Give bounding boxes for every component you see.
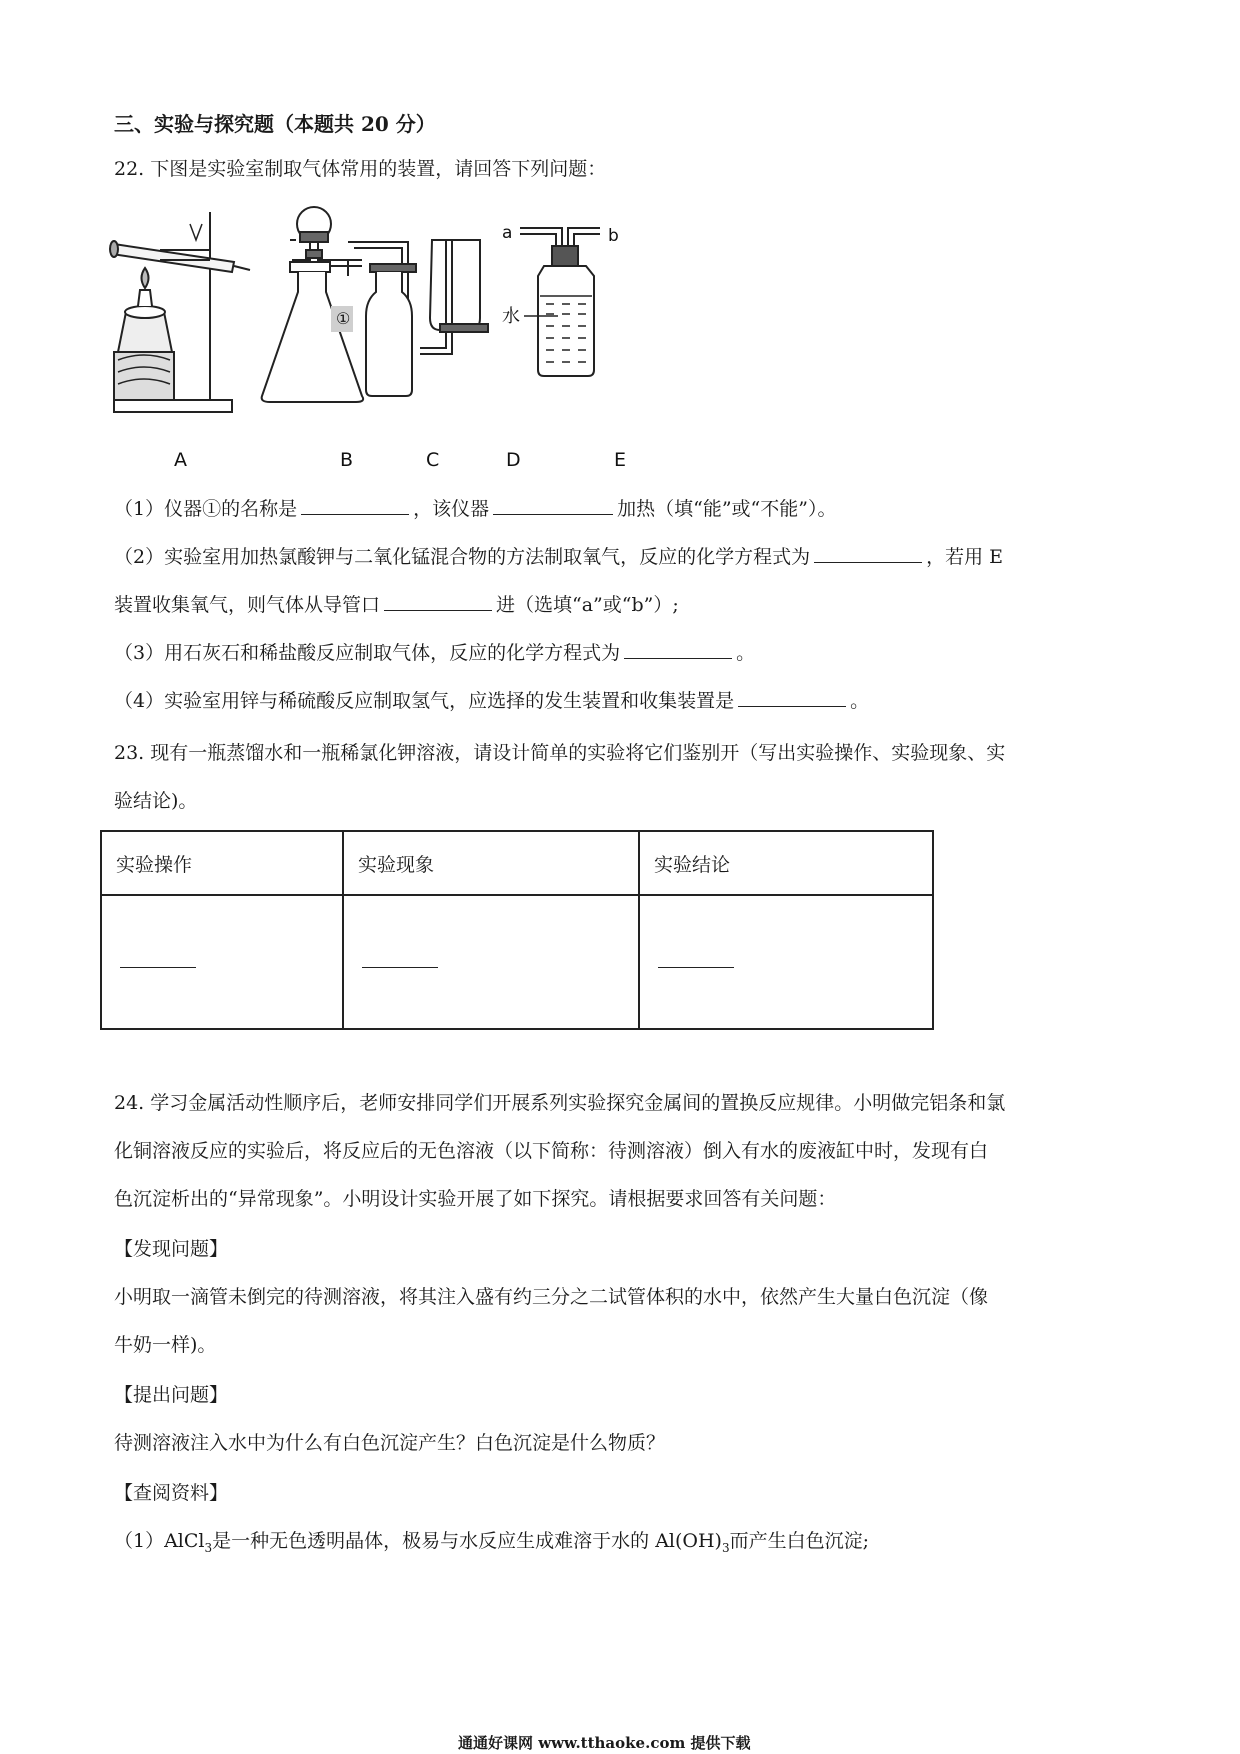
q22-part2-line1: （2）实验室用加热氯酸钾与二氧化锰混合物的方法制取氧气，反应的化学方程式为 ，若用 E	[114, 546, 1004, 568]
answer-blank[interactable]	[624, 657, 732, 659]
q24-stem-line1: 24. 学习金属活动性顺序后，老师安排同学们开展系列实验探究金属间的置换反应规律。小明做完铝条和氯	[114, 1092, 1006, 1114]
q22-stem: 22. 下图是实验室制取气体常用的装置，请回答下列问题：	[114, 158, 607, 180]
apparatus-b	[262, 207, 363, 402]
apparatus-e	[520, 228, 600, 376]
heading-question: 【提出问题】	[114, 1384, 229, 1406]
section-title: 三、实验与探究题（本题共 20 分）	[114, 112, 436, 136]
answer-blank[interactable]	[493, 513, 613, 515]
discover-line2: 牛奶一样)。	[114, 1334, 217, 1356]
table-header-phenomenon: 实验现象	[343, 831, 639, 895]
q22-part4: （4）实验室用锌与稀硫酸反应制取氢气，应选择的发生装置和收集装置是 。	[114, 690, 870, 712]
apparatus-figure	[100, 200, 740, 480]
q24-stem-line3: 色沉淀析出的“异常现象”。小明设计实验开展了如下探究。请根据要求回答有关问题：	[114, 1188, 837, 1210]
answer-blank[interactable]	[384, 609, 492, 611]
answer-blank[interactable]	[738, 705, 846, 707]
q24-stem-line2: 化铜溶液反应的实验后，将反应后的无色溶液（以下简称：待测溶液）倒入有水的废液缸中时，发现有白	[114, 1140, 989, 1162]
discover-line1: 小明取一滴管未倒完的待测溶液，将其注入盛有约三分之二试管体积的水中，依然产生大量白色沉淀（像	[114, 1286, 989, 1308]
label-a: A	[174, 449, 187, 471]
apparatus-d	[420, 240, 488, 354]
label-b: B	[340, 449, 354, 471]
table-cell-operation[interactable]	[101, 895, 343, 1029]
label-e: E	[614, 449, 627, 471]
answer-blank[interactable]	[658, 966, 734, 968]
circle-label: ①	[336, 309, 351, 328]
heading-discover: 【发现问题】	[114, 1238, 229, 1260]
q23-stem-line2: 验结论)。	[114, 790, 198, 812]
q23-stem-line1: 23. 现有一瓶蒸馏水和一瓶稀氯化钾溶液，请设计简单的实验将它们鉴别开（写出实验操作、实验现象、实	[114, 742, 1006, 764]
q22-part3: （3）用石灰石和稀盐酸反应制取气体，反应的化学方程式为 。	[114, 642, 756, 664]
apparatus-a	[110, 212, 250, 412]
table-header-operation: 实验操作	[101, 831, 343, 895]
answer-blank[interactable]	[362, 966, 438, 968]
port-b-label: b	[608, 226, 619, 246]
q22-part2-line2: 装置收集氧气，则气体从导管口 进（选填“a”或“b”）;	[114, 594, 679, 616]
info-line1: （1）AlCl$_3$是一种无色透明晶体，极易与水反应生成难溶于水的 $Al(OH)_3$而产生白色沉淀;	[114, 1530, 870, 1555]
experiment-table	[100, 830, 934, 1030]
answer-blank[interactable]	[301, 513, 409, 515]
table-cell-conclusion[interactable]	[639, 895, 933, 1029]
answer-blank[interactable]	[120, 966, 196, 968]
answer-blank[interactable]	[814, 561, 922, 563]
table-cell-phenomenon[interactable]	[343, 895, 639, 1029]
heading-info: 【查阅资料】	[114, 1482, 229, 1504]
label-d: D	[506, 449, 521, 471]
table-header-conclusion: 实验结论	[639, 831, 933, 895]
label-c: C	[426, 449, 440, 471]
q22-part1: （1）仪器①的名称是 ，该仪器 加热（填“能”或“不能”）。	[114, 498, 837, 520]
footer-text: 通通好课网 www.tthaoke.com 提供下载	[458, 1734, 751, 1752]
question-text: 待测溶液注入水中为什么有白色沉淀产生？白色沉淀是什么物质？	[114, 1432, 666, 1454]
water-label: 水	[502, 306, 520, 327]
port-a-label: a	[502, 223, 513, 243]
